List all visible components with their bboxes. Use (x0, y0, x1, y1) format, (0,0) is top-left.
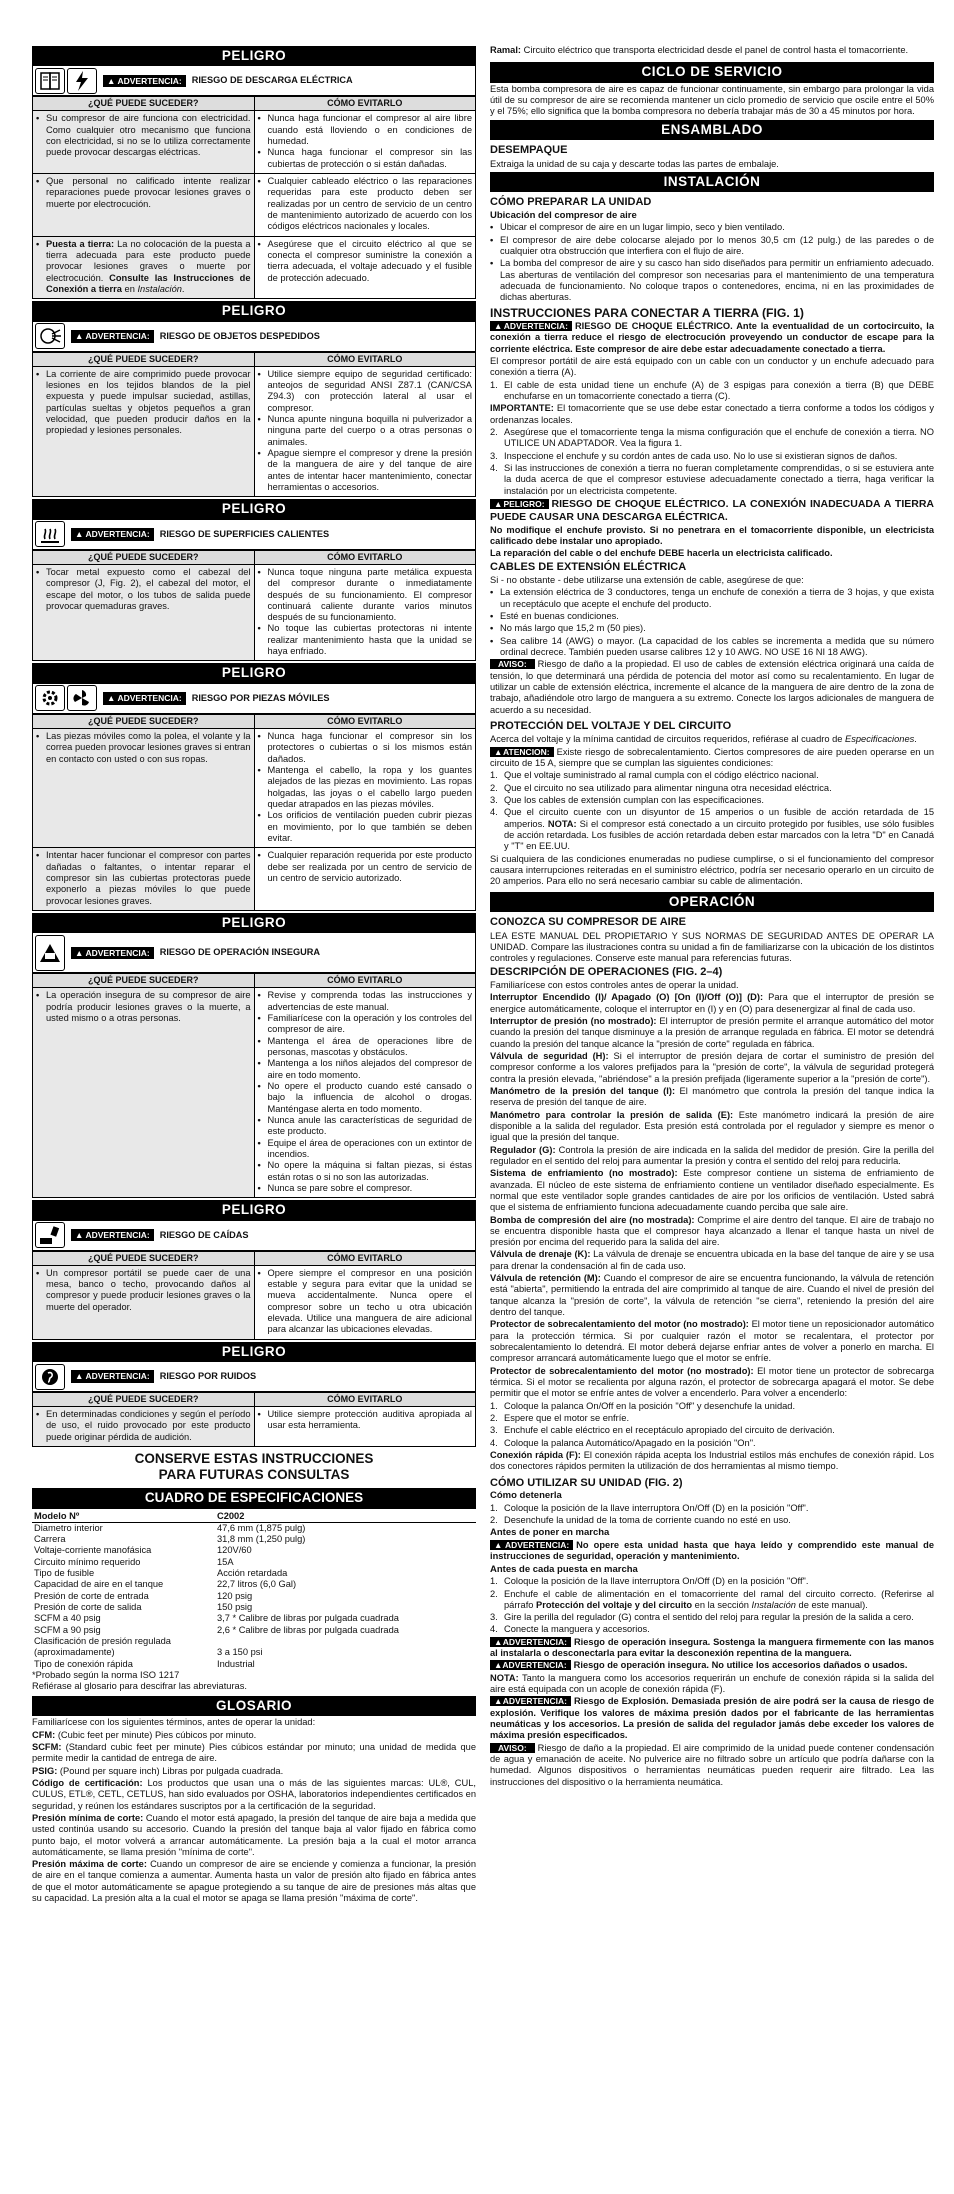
hazard-cell: • Que personal no calificado intente realizar reparaciones puede provocar lesiones graves o muerte por electrocución. (33, 174, 255, 237)
spec-row: Voltaje-corriente manofásica 120V/60 (34, 1545, 252, 1556)
avoid-cell: • Nunca haga funcionar el compresor al aire libre cuando está lloviendo o en condiciones de humedad. • Nunca haga funcionar el compresor sin las cubiertas de protección o si están dañadas. (254, 111, 476, 174)
duty-cycle-banner: CICLO DE SERVICIO (490, 62, 934, 82)
duty-cycle-text: Esta bomba compresora de aire es capaz de funcionar continuamente, sin embargo para prolongar la vida útil de su compresor de aire se recomienda mantener un ciclo promedio de servicio que oscile entre el 50% y el 75%; ello significa que la bomba compresora no debería trabajar más de 30 a 45 minutos por hora. (490, 83, 934, 117)
control-description: Regulador (G): Controla la presión de aire indicada en la salida del medidor de presión. Gire la perilla del regulador en el sentido del reloj para aumentar la presión y contra el sentido del reloj para reducirla. (490, 1144, 934, 1166)
spec-row: Clasificación de presión regulada (aproximadamente) 3 a 150 psi (34, 1636, 263, 1658)
danger-banner: PELIGRO (32, 1200, 476, 1220)
hazard-title: RIESGO DE OPERACIÓN INSEGURA (159, 947, 320, 958)
fan-icon (67, 685, 97, 711)
warning-tag-text: ADVERTENCIA: (117, 75, 182, 86)
notice-tag: AVISO: (490, 659, 535, 669)
control-description: Sistema de enfriamiento (no mostrado): Este compresor contiene un sistema de enfriamiento de avanzada. El núcleo de este sistema de enfriamiento contiene un ventilador diseñado especialmente. Es normal que este ventilador sople grandes cantidades de aire por los orificios de ventilación. Usted sabrá que el sistema de enfriamiento funciona adecuadamente cuando perciba que sale aire. (490, 1168, 934, 1213)
avoid-cell: • Opere siempre el compresor en una posición estable y segura para evitar que la unidad se mueva accidentalmente. Nunca opere el compresor sobre un techo u otra ubicación elevada. Utilice una manguera de aire adicional para alcanzar las ubicaciones elevadas. (254, 1265, 476, 1339)
danger-banner: PELIGRO (32, 46, 476, 66)
notice-property-damage: AVISO: Riesgo de daño a la propiedad. El uso de cables de extensión eléctrica originará una caída de tensión, lo que determinará una pérdida de potencia del motor así como su recalentamiento. En lugar de utilizar un cable de extensión eléctrica, incremente el alcance de la manguera de aire dentro de la zona de trabajo, añadiéndole otro largo de manguera a su extremo. Conecte los largos adicionales de manguera de acuerdo a su necesidad. (490, 659, 934, 715)
read-manual-icon (35, 935, 65, 971)
glossary-entry: PSIG: (Pound per square inch) Libras por pulgada cuadrada. (32, 1765, 284, 1776)
hazard-header-hot-surface (32, 520, 476, 550)
col-what-header: ¿QUÉ PUEDE SUCEDER? (33, 97, 255, 111)
hazard-title: RIESGO DE OBJETOS DESPEDIDOS (159, 330, 320, 341)
hazard-title: RIESGO POR RUIDOS (159, 1370, 257, 1381)
keep-instructions-heading: CONSERVE ESTAS INSTRUCCIONES PARA FUTURAS CONSULTAS (134, 1451, 374, 1482)
glossary-entry-ramal: Ramal: Circuito eléctrico que transporta electricidad desde el panel de control hasta el tomacorriente. (490, 45, 909, 55)
warning-tag: ▲ ADVERTENCIA: (71, 947, 154, 959)
warning-hose: ▲ADVERTENCIA: Riesgo de operación insegura. Sostenga la manguera firmemente con las manos al instalarla o desconectarla para evitar la desconexión repentina de la manguera. (490, 1636, 934, 1659)
warning-tag: ▲ADVERTENCIA: (490, 321, 572, 331)
hazard-table-noise: ¿QUÉ PUEDE SUCEDER? CÓMO EVITARLO • En determinadas condiciones y según el período de uso, el ruido provocado por este producto puede originar pérdida de audición. • Utilice siempre protección auditiva apropiada al usar esta herramienta. (32, 1392, 476, 1447)
warning-tag: ▲ ADVERTENCIA: (71, 330, 154, 342)
warning-tag: ▲ ADVERTENCIA: (71, 1370, 154, 1382)
hazard-cell: • En determinadas condiciones y según el período de uso, el ruido provocado por este producto puede originar pérdida de audición. (33, 1407, 255, 1447)
hazard-header-projectiles (32, 322, 476, 352)
warning-accessories: ▲ADVERTENCIA: Riesgo de operación insegura. No utilice los accesorios dañados o usados. (490, 1660, 934, 1671)
glossary-banner: GLOSARIO (32, 1696, 476, 1716)
extension-cords-heading: CABLES DE EXTENSIÓN ELÉCTRICA (490, 560, 687, 573)
avoid-cell: • Asegúrese que el circuito eléctrico al que se conecta el compresor suministre la conexión a tierra adecuada, el voltaje adecuado y el fusible de protección adecuado. (254, 236, 476, 299)
hazard-cell: • Las piezas móviles como la polea, el volante y la correa pueden provocar lesiones graves si entran en contacto con usted o con sus ropas. (33, 728, 255, 847)
falling-icon (35, 1222, 65, 1248)
left-column (32, 44, 476, 1905)
hazard-header-moving-parts (32, 684, 476, 714)
control-description: Válvula de retención (M): Cuando el compresor de aire se encuentra funcionando, la válvula de retención está "abierta", permitiendo la entrada del aire comprimido al tanque de aire. Cuando el nivel de presión del tanque alcanza la "presión de corte", la válvula de retención "se cierra", reteniendo la presión del aire dentro del tanque. (490, 1273, 934, 1318)
control-description: Protector de sobrecalentamiento del motor (no mostrado): El motor tiene un reposicionador automático para la protección térmica. Si por cualquier razón el motor se recalentara, el protector por sobrecalentamiento lo detendrá. El motor deberá dejarse enfriar antes de volver a ponerlo en marcha. El compresor arrancará automáticamente luego que el motor se enfríe. (490, 1319, 934, 1364)
hazard-title: RIESGO DE DESCARGA ELÉCTRICA (191, 75, 353, 86)
hazard-table-projectiles: ¿QUÉ PUEDE SUCEDER? CÓMO EVITARLO • La corriente de aire comprimido puede provocar lesiones en los tejidos blandos de la piel expuesta y puede impulsar suciedad, astillas, partículas sueltas y objetos pequeños a gran velocidad, que pueden producir daños en la propiedad y lesiones personales. • Utilice siempre equipo de seguridad certificado: anteojos de seguridad ANSI Z87.1 (CAN/CSA Z94.3) con protección lateral al usar el compresor. • Nunca apunte ninguna boquilla ni pulverizador a ninguna parte del cuerpo o a otras personas o animales. • Apague siempre el compresor y drene la presión de la manguera de aire y del tanque de aire antes de intentar hacer mantenimiento, conectar herramientas o accesorios. (32, 352, 476, 498)
hazard-header-falls (32, 1221, 476, 1251)
hazard-header-unsafe-operation (32, 933, 476, 973)
description-heading: DESCRIPCIÓN DE OPERACIONES (FIG. 2–4) (490, 965, 723, 978)
avoid-cell: • Nunca toque ninguna parte metálica expuesta del compresor durante o inmediatamente después de su funcionamiento. El compresor continuará caliente durante varios minutos después de su funcionamiento. • No toque las cubiertas protectoras ni intente realizar mantenimiento hasta que la unidad se haya enfriado. (254, 564, 476, 661)
danger-banner: PELIGRO (32, 1342, 476, 1362)
read-manual-icon (35, 68, 65, 94)
avoid-cell: • Cualquier cableado eléctrico o las reparaciones requeridas para este producto deben ser realizadas por un centro de servicio de un centro de mantenimiento autorizado de acuerdo con los códigos eléctricos nacionales y locales. (254, 174, 476, 237)
spec-model-value: C2002 (215, 1511, 476, 1523)
col-how-header: CÓMO EVITARLO (254, 97, 476, 111)
avoid-cell: • Revise y comprenda todas las instrucciones y advertencias de este manual. • Familiarícese con la operación y los controles del compresor de aire. • Mantenga el área de operaciones libre de personas, mascotas y obstáculos. • Mantenga a los niños alejados del compresor de aire en todo momento. • No opere el producto cuando esté cansado o bajo la influencia de alcohol o drogas. Manténgase alerta en todo momento. • Nunca anule las características de seguridad de este producto. • Equipe el área de operaciones con un extintor de incendios. • No opere la máquina si faltan piezas, si éstas están rotas o si no son las autorizadas. • Nunca se pare sobre el compresor. (254, 988, 476, 1198)
danger-banner: PELIGRO (32, 913, 476, 933)
notice-moisture: AVISO: Riesgo de daño a la propiedad. El aire comprimido de la unidad puede contener condensación de agua y emanación de aceite. No pulverice aire no filtrado sobre un artículo que podría dañarse con la humedad. Algunos dispositivos o herramientas neumáticas pueden requerir aire filtrado. Lea las instrucciones del dispositivo o la herramienta neumática. (490, 1742, 934, 1787)
hazard-title: RIESGO POR PIEZAS MÓVILES (191, 692, 330, 703)
avoid-cell: • Utilice siempre equipo de seguridad certificado: anteojos de seguridad ANSI Z87.1 (CAN/CSA Z94.3) con protección lateral al usar el compresor. • Nunca apunte ninguna boquilla ni pulverizador a ninguna parte del cuerpo o a otras personas o animales. • Apague siempre el compresor y drene la presión de la manguera de aire y del tanque de aire antes de intentar hacer mantenimiento, conectar herramientas o accesorios. (254, 366, 476, 497)
glossary-entry: Presión mínima de corte: Cuando el motor está apagado, la presión del tanque de aire baja a medida que usted continúa usando su accesorio. Cuando la presión del tanque baja al valor fijado en fábrica como punto bajo, el motor volverá a arrancar automáticamente. La presión baja a la cual el motor arranca automáticamente, se llama presión "mínima de corte". (32, 1812, 477, 1857)
glossary-entry: CFM: (Cubic feet per minute) Pies cúbicos por minuto. (32, 1729, 257, 1740)
glossary-entry: SCFM: (Standard cubic feet per minute) Pies cúbicos estándar por minuto; una unidad de medida que permite medir la cantidad de entrega de aire. (32, 1741, 477, 1764)
grounding-heading: INSTRUCCIONES PARA CONECTAR A TIERRA (FIG. 1) (490, 305, 804, 320)
hazard-cell: • Su compresor de aire funciona con electricidad. Como cualquier otro mecanismo que funciona con electricidad, si no se lo utiliza correctamente puede provocar descargas eléctricas. (33, 111, 255, 174)
unpacking-text: Extraiga la unidad de su caja y descarte todas las partes de embalaje. (490, 158, 779, 169)
spec-model-label: Modelo Nº (32, 1511, 215, 1523)
spec-row: Diametro interior 47,6 mm (1,875 pulg) (34, 1522, 306, 1533)
warning-tag: ▲ ADVERTENCIA: (103, 692, 186, 704)
avoid-cell: • Nunca haga funcionar el compresor sin los protectores o cubiertas o si los mismos están dañados. • Mantenga el cabello, la ropa y los guantes alejados de las piezas en movimiento. Las ropas holgadas, las joyas o el cabello largo pueden quedar atrapados en las piezas móviles. • Los orificios de ventilación pueden cubrir piezas en movimiento, por lo que también se deben evitar. (254, 728, 476, 847)
electric-shock-icon (67, 68, 97, 94)
grounding-warning: ▲ADVERTENCIA: RIESGO DE CHOQUE ELÉCTRICO. Ante la eventualidad de un cortocircuito, la conexión a tierra reduce el riesgo de electrocución proveyendo un conductor de escape para la corriente eléctrica. Este compresor de aire debe estar adecuadamente conectado a tierra. (490, 321, 934, 354)
assembly-banner: ENSAMBLADO (490, 120, 934, 140)
notice-tag: AVISO: (490, 1743, 535, 1753)
right-column: Ramal: Circuito eléctrico que transporta electricidad desde el panel de control hasta el tomacorriente. CICLO DE SERVICIO Esta bomba compresora de aire es capaz de funcionar continuamente, sin embargo para prolongar la vida útil de su compresor de aire se recomienda mantener un ciclo promedio de servicio que oscile entre el 50% y el 75%; ello significa que la bomba compresora no debería trabajar más de 30 a 45 minutos por hora. ENSAMBLADO DESEMPAQUE Extraiga la unidad de su caja y descarte todas las partes de embalaje. INSTALACIÓN CÓMO PREPARAR LA UNIDAD Ubicación del compresor de aire • Ubicar el compresor de aire en un lugar limpio, seco y bien ventilado. • El compresor de aire debe colocarse alejado por lo menos 30,5 cm (12 pulg.) de las paredes o de cualquier otra obstrucción que interfiera con el flujo de aire. • La bomba del compresor de aire y su casco han sido diseñados para permitir un enfriamiento adecuado. Las aberturas de ventilación del compresor son necesarias para el mantenimiento de una temperatura adecuada de funcionamiento. No coloque trapos o contenedores, encima, ni en las proximidades de dichas aberturas. INSTRUCCIONES PARA CONECTAR A TIERRA (FIG. 1) ▲ADVERTENCIA: RIESGO DE CHOQUE ELÉCTRICO. Ante la eventualidad de un cortocircuito, la conexión a tierra reduce el riesgo de electrocución proveyendo un conductor de escape para la corriente eléctrica. Este compresor de aire debe estar adecuadamente conectado a tierra. El compresor portátil de aire está equipado con un cable con un conductor y un enchufe adecuado para conexión a tierra (A). 1. El cable de esta unidad tiene un enchufe (A) de 3 espigas para conexión a tierra (B) que DEBE enchufarse en un tomacorriente conectado a tierra (C). IMPORTANTE: El tomacorriente que se use debe estar conectado a tierra conforme a todos los códigos y ordenanzas locales. 2. Asegúrese que el tomacorriente tenga la misma configuración que el enchufe de conexión a tierra. NO UTILICE UN ADAPTADOR. Vea la figura 1. 3. Inspeccione el enchufe y su cordón antes de cada uso. No lo use si existieran signos de daños. 4. Si las instrucciones de conexión a tierra no fueran completamente comprendidas, o si se estuviera ante la duda acerca de que el compresor estuviese adecuadamente conectado a tierra, haga verificar la instalación por un electricista competente. ▲PELIGRO: RIESGO DE CHOQUE ELÉCTRICO. LA CONEXIÓN INADECUADA A TIERRA PUEDE CAUSAR UNA DESCARGA ELÉCTRICA. No modifique el enchufe provisto. Si no penetrara en el tomacorriente disponible, un electricista calificado debe instalar uno apropiado. La reparación del cable o del enchufe DEBE hacerla un electricista calificado. CABLES DE EXTENSIÓN ELÉCTRICA Si - no obstante - debe utilizarse una extensión de cable, asegúrese de que: • La extensión eléctrica de 3 conductores, tenga un enchufe de conexión a tierra de 3 hojas, y que exista un receptáculo que acepte el enchufe del producto. • Esté en buenas condiciones. • No más largo que 15,2 m (50 pies). • Sea calibre 14 (AWG) o mayor. (La capacidad de los cables se incrementa a medida que su número ordinal decrece. También pueden usarse calibres 12 y 10 AWG. NO USE 16 NI 18 AWG). AVISO: Riesgo de daño a la propiedad. El uso de cables de extensión eléctrica originará una caída de tensión, lo que determinará una pérdida de potencia del motor así como su recalentamiento. En lugar de utilizar un cable de extensión eléctrica, incremente el alcance de la manguera de aire dentro de la zona de trabajo, añadiéndole otro largo de manguera a su extremo. Conecte los largos adicionales de manguera de acuerdo a su necesidad. PROTECCIÓN DEL VOLTAJE Y DEL CIRCUITO Acerca del voltaje y la mínima cantidad de circuitos requeridos, refiérase al cuadro de Especificaciones. ▲ATENCION: Existe riesgo de sobrecalentamiento. Ciertos compresores de aire pueden operarse en un circuito de 15 A, siempre que se cumplan las siguientes condiciones: 1. Que el voltaje suministrado al ramal cumpla con el código eléctrico nacional. 2. Que el circuito no sea utilizado para alimentar ninguna otra necesidad eléctrica. 3. Que los cables de extensión cumplan con las especificaciones. 4. Que el circuito cuente con un disyuntor de 15 amperios o un fusible de acción retardada de 15 amperios. NOTA: Si el compresor está conectado a un circuito protegido por fusibles, use sólo fusibles de acción retardada. Los fusibles de acción retardada deben estar marcados con la letra "D" en Canadá y "T" en EE.UU. Si cualquiera de las condiciones enumeradas no pudiese cumplirse, o si el funcionamiento del compresor causara interrupciones reiteradas en el suministro eléctrico, podría ser necesario operarlo en un circuito de 20 amperios. Para ello no será necesario cambiar su cable de alimentación. OPERACIÓN CONOZCA SU COMPRESOR DE AIRE LEA ESTE MANUAL DEL PROPIETARIO Y SUS NORMAS DE SEGURIDAD ANTES DE OPERAR LA UNIDAD. Compare las ilustraciones contra su unidad a fin de familiarizarse con la ubicación de los distintos controles y regulaciones. Conserve este manual para referencias futuras. DESCRIPCIÓN DE OPERACIONES (FIG. 2–4) Familiarícese con estos controles antes de operar la unidad. Interruptor Encendido (I)/ Apagado (O) [On (I)/Off (O)] (D): Para que el interruptor de presión se energice automáticamente, coloque el interruptor en (I) y en (O) para desenergizar al final de cada uso. Interruptor de presión (no mostrado): El interruptor de presión permite el arranque automático del motor cuando la presión del tanque disminuye a la presión de arranque regulada en fábrica. El motor se detendrá cuando la presión del tanque alcance la "presión de corte" regulada en fábrica. Válvula de seguridad (H): Si el interruptor de presión dejara de cortar el suministro de presión del compresor conforme a los valores prefijados para la "presión de corte", la válvula de seguridad protegerá contra la presión elevada, "abriéndose" a la presión prefijada (ligeramente superior a la "presión de corte"). Manómetro de la presión del tanque (I): El manómetro que controla la presión del tanque indica la reserva de presión del tanque de aire. Manómetro para controlar la presión de salida (E): Este manómetro indicará la presión de aire disponible a la salida del regulador. Esta presión está controlada por el regulador y siempre es menor o igual que la presión del tanque. Regulador (G): Controla la presión de aire indicada en la salida del medidor de presión. Gire la perilla del regulador en el sentido del reloj para aumentar la presión y contra el sentido del reloj para reducirla. Sistema de enfriamiento (no mostrado): Este compresor contiene un sistema de enfriamiento de avanzada. El núcleo de este sistema de enfriamiento contiene un ventilador diseñado especialmente. Es normal que este ventilador sople grandes cantidades de aire por los orificios de ventilación. Usted sabrá que el sistema de enfriamiento funciona adecuadamente cuando perciba que sale aire. Bomba de compresión del aire (no mostrada): Comprime el aire dentro del tanque. El aire de trabajo no se encuentra disponible hasta que el compresor haya alcanzado a llenar el tanque hasta un nivel de presión por encima del requerido para la salida del aire. Válvula de drenaje (K): La válvula de drenaje se encuentra ubicada en la base del tanque de aire y se usa para drenar la condensación al fin de cada uso. Válvula de retención (M): Cuando el compresor de aire se encuentra funcionando, la válvula de retención está "abierta", permitiendo la entrada del aire comprimido al tanque de aire. Cuando el nivel de presión del tanque alcanza la "presión de corte", la válvula de retención "se cierra", reteniendo la presión del aire dentro del tanque. Protector de sobrecalentamiento del motor (no mostrado): El motor tiene un reposicionador automático para la protección térmica. Si por cualquier razón el motor se recalentara, el protector por sobrecalentamiento lo detendrá. El motor deberá dejarse enfriar antes de volver a ponerlo en marcha. El compresor arrancará automáticamente luego que el motor se enfríe. Protector de sobrecalentamiento del motor (no mostrado): El motor tiene un protector de sobrecarga térmica. Si el motor se recalienta por alguna razón, el protector de sobrecarga apagará el motor. Se debe permitir que el motor se enfríe antes de volver a encenderlo. Para volver a encenderlo: 1. Coloque la palanca On/Off en la posición "Off" y desenchufe la unidad. 2. Espere que el motor se enfríe. 3. Enchufe el cable eléctrico en el receptáculo apropiado del circuito de derivación. 4. Coloque la palanca Automático/Apagado en la posición "On". Conexión rápida (F): El conexión rápida acepta los Industrial estilos más enchufes de conexión rápid. Los dos conectores rápidos permiten la utilización de dos herramientas al mismo tiempo. CÓMO UTILIZAR SU UNIDAD (FIG. 2) Cómo detenerla 1. Coloque la posición de la llave interruptora On/Off (D) en la posición "Off". 2. Desenchufe la unidad de la toma de corriente cuando no esté en uso. Antes de poner en marcha ▲ADVERTENCIA: No opere esta unidad hasta que haya leído y comprendido este manual de instrucciones de seguridad, operación y mantenimiento. Antes de cada puesta en marcha 1. Coloque la posición de la llave interruptora On/Off (D) en la posición "Off". 2. Enchufe el cable de alimentación en el tomacorriente del ramal del circuito correcto. (Referirse al párrafo Protección del voltaje y del circuito en la sección Instalación de este manual). 3. Gire la perilla del regulador (G) contra el sentido del reloj para regular la presión de la salida a cero. 4. Conecte la manguera y accesorios. ▲ADVERTENCIA: Riesgo de operación insegura. Sostenga la manguera firmemente con las manos al instalarla o desconectarla para evitar la desconexión repentina de la manguera. ▲ADVERTENCIA: Riesgo de operación insegura. No utilice los accesorios dañados o usados. NOTA: Tanto la manguera como los accesorios requerirán un enchufe de conexión rápida si la salida del aire está equipada con un acople de conexión rápida (F). ▲ADVERTENCIA: Riesgo de Explosión. Demasiada presión de aire podrá ser la causa de riesgo de explosión. Verifique los valores de máxima presión dados por el fabricante de las herramientas neumáticas y los accesorios. La presión de salida del regulador jamás debe exceder los valores de máxima presión especificados. AVISO: Riesgo de daño a la propiedad. El aire comprimido de la unidad puede contener condensación de agua y emanación de aceite. No pulverice aire no filtrado sobre un artículo que podría dañarse con la humedad. Algunos dispositivos o herramientas neumáticas pueden requerir aire filtrado. Lea las instrucciones del dispositivo o la herramienta neumática. (490, 44, 934, 1789)
warning-tag: ▲ADVERTENCIA: (490, 1637, 571, 1647)
ear-protection-icon (35, 1364, 65, 1390)
hazard-title: RIESGO DE SUPERFICIES CALIENTES (159, 528, 330, 539)
spec-row: SCFM a 90 psig 2,6 * Calibre de libras por pulgada cuadrada (34, 1624, 399, 1635)
unpacking-heading: DESEMPAQUE (490, 144, 568, 157)
spec-table (32, 1511, 476, 1671)
glossary-intro: Familiarícese con los siguientes términos, antes de operar la unidad: (32, 1717, 316, 1728)
hazard-table-electric (32, 96, 476, 299)
hazard-table-falls: ¿QUÉ PUEDE SUCEDER? CÓMO EVITARLO • Un compresor portátil se puede caer de una mesa, banco o techo, provocando daños al compresor y puede producir lesiones graves o la muerte del operador. • Opere siempre el compresor en una posición estable y segura para evitar que la unidad se mueva accidentalmente. Nunca opere el compresor sobre un techo u otra ubicación elevada. Utilice una manguera de aire adicional para alcanzar las ubicaciones elevadas. (32, 1251, 476, 1340)
operation-banner: OPERACIÓN (490, 892, 934, 912)
glossary-entry: Presión máxima de corte: Cuando un compresor de aire se enciende y comienza a funcionar, la presión de aire en el tanque comienza a aumentar. Aumenta hasta un valor de presión alto fijado en fábrica antes de que el motor automáticamente se apague protegiendo a su tanque de aire de presiones más altas que su capacidad. La presión alta a la cual el motor se apaga se llama presión "máxima de corte". (32, 1859, 476, 1904)
hazard-header-electric (32, 66, 476, 96)
warning-explosion: ▲ADVERTENCIA: Riesgo de Explosión. Demasiada presión de aire podrá ser la causa de riesgo de explosión. Verifique los valores de máxima presión dados por el fabricante de las herramientas neumáticas y los accesorios. La presión de salida del regulador jamás debe exceder los valores de máxima presión especificados. (490, 1696, 934, 1741)
warning-tag: ▲ADVERTENCIA: (490, 1540, 573, 1550)
hazard-header-noise (32, 1362, 476, 1392)
control-description: Interruptor Encendido (I)/ Apagado (O) [On (I)/Off (O)] (D): Para que el interruptor de presión se energice automáticamente, coloque el interruptor en (I) y en (O) para desenergizar al final de cada uso. (490, 992, 934, 1014)
hazard-table-unsafe-operation: ¿QUÉ PUEDE SUCEDER? CÓMO EVITARLO • La operación insegura de su compresor de aire podría producir lesiones graves o la muerte, a usted mismo o a otras personas. • Revise y comprenda todas las instrucciones y advertencias de este manual. • Familiarícese con la operación y los controles del compresor de aire. • Mantenga el área de operaciones libre de personas, mascotas y obstáculos. • Mantenga a los niños alejados del compresor de aire en todo momento. • No opere el producto cuando esté cansado o bajo la influencia de alcohol o drogas. Manténgase alerta en todo momento. • Nunca anule las características de seguridad de este producto. • Equipe el área de operaciones con un extintor de incendios. • No opere la máquina si faltan piezas, si éstas están rotas o si no son las autorizadas. • Nunca se pare sobre el compresor. (32, 973, 476, 1198)
spec-row: Circuito mínimo requerido 15A (34, 1556, 234, 1567)
prepare-heading: CÓMO PREPARAR LA UNIDAD (490, 196, 652, 209)
warning-tag: ▲ ADVERTENCIA: (103, 75, 186, 87)
gear-icon (35, 685, 65, 711)
control-description: Manómetro para controlar la presión de salida (E): Este manómetro indicará la presión de aire disponible a la salida del regulador. Esta presión está controlada por el regulador y siempre es menor o igual que la presión del tanque. (490, 1109, 935, 1143)
control-description: Protector de sobrecalentamiento del motor (no mostrado): El motor tiene un protector de sobrecarga térmica. Si el motor se recalienta por alguna razón, el protector de sobrecarga apagará el motor. Se debe permitir que el motor se enfríe antes de volver a encenderlo. Para volver a encenderlo: (490, 1365, 934, 1399)
hazard-table-hot-surface: ¿QUÉ PUEDE SUCEDER? CÓMO EVITARLO • Tocar metal expuesto como el cabezal del compresor (J, Fig. 2), el cabezal del motor, el escape del motor, o los tubos de salida puede provocar quemaduras graves. • Nunca toque ninguna parte metálica expuesta del compresor durante o inmediatamente después de su funcionamiento. El compresor continuará caliente durante varios minutos después de su funcionamiento. • No toque las cubiertas protectoras ni intente realizar mantenimiento hasta que la unidad se haya enfriado. (32, 550, 476, 662)
danger-banner: PELIGRO (32, 499, 476, 519)
spec-row: Carrera 31,8 mm (1,250 pulg) (34, 1534, 306, 1545)
control-description: Válvula de drenaje (K): La válvula de drenaje se encuentra ubicada en la base del tanque de aire y se usa para drenar la condensación al fin de cada uso. (490, 1249, 934, 1271)
spec-table-title: CUADRO DE ESPECIFICACIONES (32, 1488, 476, 1508)
avoid-cell: • Utilice siempre protección auditiva apropiada al usar esta herramienta. (254, 1407, 476, 1447)
hazard-cell: • Puesta a tierra: La no colocación de la puesta a tierra adecuada para este producto puede provocar lesiones graves o muerte por electrocución. Consulte las Instrucciones de Conexión a tierra en Instalación. (33, 236, 255, 299)
warning-tag: ▲ADVERTENCIA: (490, 1696, 571, 1706)
spec-row: Presión de corte de entrada 120 psig (34, 1590, 253, 1601)
warning-read-manual: ▲ADVERTENCIA: No opere esta unidad hasta que haya leído y comprendido este manual de instrucciones de seguridad, operación y mantenimiento. (490, 1539, 934, 1562)
glossary-entry: Código de certificación: Los productos que usan una o más de las siguientes marcas: UL®, CUL, CULUS, ETL®, CETL, CETLUS, han sido evaluados por OSHA, laboratorios independientes certificados en seguridad, y reúnen los estándares suscriptos por a la certificación de la seguridad. (32, 1777, 476, 1811)
hazard-cell: • La corriente de aire comprimido puede provocar lesiones en los tejidos blandos de la piel expuesta y puede impulsar suciedad, astillas, partículas sueltas y objetos pequeños a gran velocidad, que pueden producir daños en la propiedad y lesiones personales. (33, 366, 255, 497)
danger-tag: ▲PELIGRO: (490, 499, 549, 509)
danger-banner: PELIGRO (32, 301, 476, 321)
voltage-heading: PROTECCIÓN DEL VOLTAJE Y DEL CIRCUITO (490, 720, 732, 732)
warning-tag: ▲ADVERTENCIA: (490, 1660, 571, 1670)
control-description: Válvula de seguridad (H): Si el interruptor de presión dejara de cortar el suministro de presión del compresor conforme a los valores prefijados para la "presión de corte", la válvula de seguridad protegerá contra la presión elevada, "abriéndose" a la presión prefijada (ligeramente superior a la "presión de corte"). (490, 1050, 934, 1084)
spec-row: Tipo de fusible Acción retardada (34, 1568, 288, 1579)
hazard-cell: • La operación insegura de su compresor de aire podría producir lesiones graves o la muerte, a usted mismo o a otras personas. (33, 988, 255, 1198)
know-compressor-heading: CONOZCA SU COMPRESOR DE AIRE (490, 916, 686, 929)
spec-row: SCFM a 40 psig 3,7 * Calibre de libras por pulgada cuadrada (34, 1613, 399, 1624)
installation-banner: INSTALACIÓN (490, 172, 934, 192)
hazard-cell: • Tocar metal expuesto como el cabezal del compresor (J, Fig. 2), el cabezal del motor, el escape del motor, o los tubos de salida puede provocar quemaduras graves. (33, 564, 255, 661)
grounding-danger: ▲PELIGRO: RIESGO DE CHOQUE ELÉCTRICO. LA CONEXIÓN INADECUADA A TIERRA PUEDE CAUSAR UNA DESCARGA ELÉCTRICA. (490, 498, 934, 523)
spec-footnote: *Probado según la norma ISO 1217 (32, 1670, 180, 1681)
hazard-cell: • Intentar hacer funcionar el compresor con partes dañadas o faltantes, o intentar reparar el compresor sin las cubiertas protectoras puede exponerlo a piezas móviles lo que puede provocar lesiones graves. (33, 848, 255, 911)
spec-row: Tipo de conexión rápida Industrial (34, 1658, 255, 1669)
caution-tag: ▲ATENCION: (490, 747, 554, 757)
caution-overheat: ▲ATENCION: Existe riesgo de sobrecalentamiento. Ciertos compresores de aire pueden operarse en un circuito de 15 A, siempre que se cumplan las siguientes condiciones: (490, 746, 934, 769)
control-description: Interruptor de presión (no mostrado): El interruptor de presión permite el arranque automático del motor cuando la presión del tanque disminuye a la presión de arranque regulada en fábrica. El motor se detendrá cuando la presión del tanque alcance la "presión de corte" regulada en fábrica. (490, 1015, 934, 1049)
danger-banner: PELIGRO (32, 663, 476, 683)
hazard-table-moving-parts: ¿QUÉ PUEDE SUCEDER? CÓMO EVITARLO • Las piezas móviles como la polea, el volante y la correa pueden provocar lesiones graves si entran en contacto con usted o con sus ropas. • Nunca haga funcionar el compresor sin los protectores o cubiertas o si los mismos están dañados. • Mantenga el cabello, la ropa y los guantes alejados de las piezas en movimiento. Las ropas holgadas, las joyas o el cabello largo pueden quedar atrapados en las piezas móviles. • Los orificios de ventilación pueden cubrir piezas en movimiento, por lo que también se deben evitar. • Intentar hacer funcionar el compresor con partes dañadas o faltantes, o intentar reparar el compresor sin las cubiertas protectoras puede exponerlo a piezas móviles lo que puede provocar lesiones graves. • Cualquier reparación requerida por este producto debe ser realizada por un centro de servicio de un centro de servicio autorizado. (32, 714, 476, 911)
spec-row: Capacidad de aire en el tanque 22,7 litros (6,0 Gal) (34, 1579, 297, 1590)
hot-surface-icon (35, 521, 65, 547)
spec-footnote: Refiérase al glosario para descifrar las abreviaturas. (32, 1681, 247, 1692)
control-description: Manómetro de la presión del tanque (I): El manómetro que controla la presión del tanque indica la reserva de presión del tanque de aire. (490, 1085, 934, 1108)
control-description: Bomba de compresión del aire (no mostrada): Comprime el aire dentro del tanque. El aire de trabajo no se encuentra disponible hasta que el compresor haya alcanzado a llenar el tanque hasta un nivel de presión por encima del requerido para la salida del aire. (490, 1214, 934, 1248)
hazard-cell: • Un compresor portátil se puede caer de una mesa, banco o techo, provocando daños al compresor y puede producir lesiones graves o la muerte del operador. (33, 1265, 255, 1339)
how-to-use-heading: CÓMO UTILIZAR SU UNIDAD (FIG. 2) (490, 1476, 683, 1489)
control-description: Conexión rápida (F): El conexión rápida acepta los Industrial estilos más enchufes de conexión rápid. Los dos conectores rápidos permiten la utilización de dos herramientas al mismo tiempo. (490, 1450, 934, 1472)
spec-row: Presión de corte de salida 150 psig (34, 1602, 253, 1613)
hazard-title: RIESGO DE CAÍDAS (159, 1229, 249, 1240)
warning-tag: ▲ ADVERTENCIA: (71, 528, 154, 540)
warning-tag: ▲ ADVERTENCIA: (71, 1229, 154, 1241)
eye-protection-icon (35, 323, 65, 349)
avoid-cell: • Cualquier reparación requerida por este producto debe ser realizada por un centro de servicio de un centro de servicio autorizado. (254, 848, 476, 911)
location-heading: Ubicación del compresor de aire (490, 209, 637, 221)
